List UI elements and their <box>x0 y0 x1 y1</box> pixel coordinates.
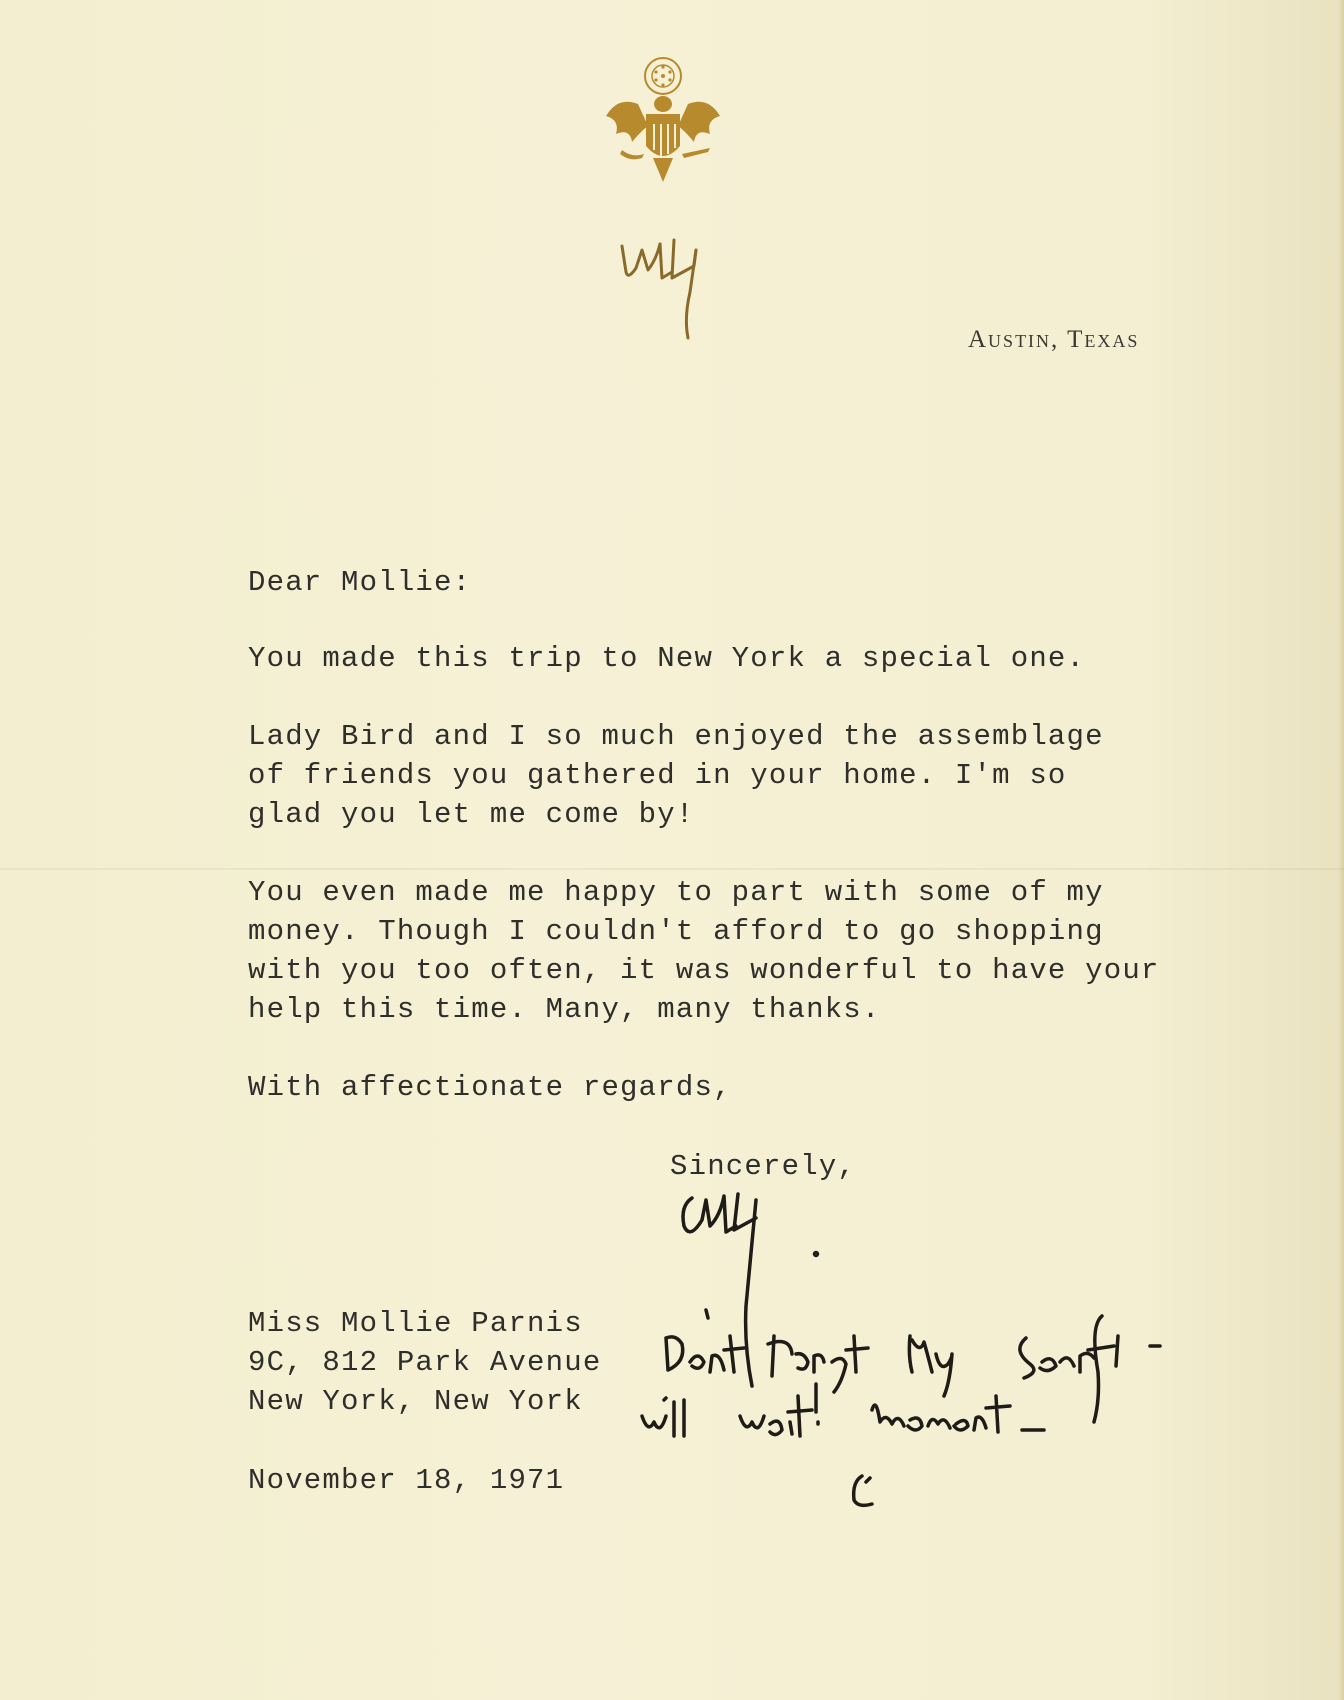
paragraph-2-line: Lady Bird and I so much enjoyed the assemblage <box>248 720 1104 753</box>
paragraph-2-line: of friends you gathered in your home. I'm so <box>248 759 1067 792</box>
recipient-address-line-2: New York, New York <box>248 1385 583 1418</box>
paragraph-1-line: You made this trip to New York a special one. <box>248 642 1086 675</box>
paper-edge-shadow <box>1338 0 1344 1700</box>
closing-line: With affectionate regards, <box>248 1071 732 1104</box>
sign-off: Sincerely, <box>670 1150 857 1183</box>
recipient-address-line-1: 9C, 812 Park Avenue <box>248 1346 602 1379</box>
paragraph-3-line: You even made me happy to part with some of my <box>248 876 1104 909</box>
salutation: Dear Mollie: <box>248 566 472 599</box>
letter-date: November 18, 1971 <box>248 1464 565 1497</box>
paragraph-3-line: money. Though I couldn't afford to go shopping <box>248 915 1104 948</box>
paragraph-3-line: help this time. Many, many thanks. <box>248 993 881 1026</box>
handwritten-signature-and-postscript-icon <box>640 1186 1220 1586</box>
lbj-monogram-icon <box>616 232 726 344</box>
paragraph-2-line: glad you let me come by! <box>248 798 695 831</box>
letterhead-place: Austin, Texas <box>968 326 1140 353</box>
paper-fold-line <box>0 868 1344 870</box>
paragraph-3-line: with you too often, it was wonderful to have your <box>248 954 1160 987</box>
presidential-eagle-seal-icon <box>598 54 728 194</box>
recipient-name: Miss Mollie Parnis <box>248 1307 583 1340</box>
